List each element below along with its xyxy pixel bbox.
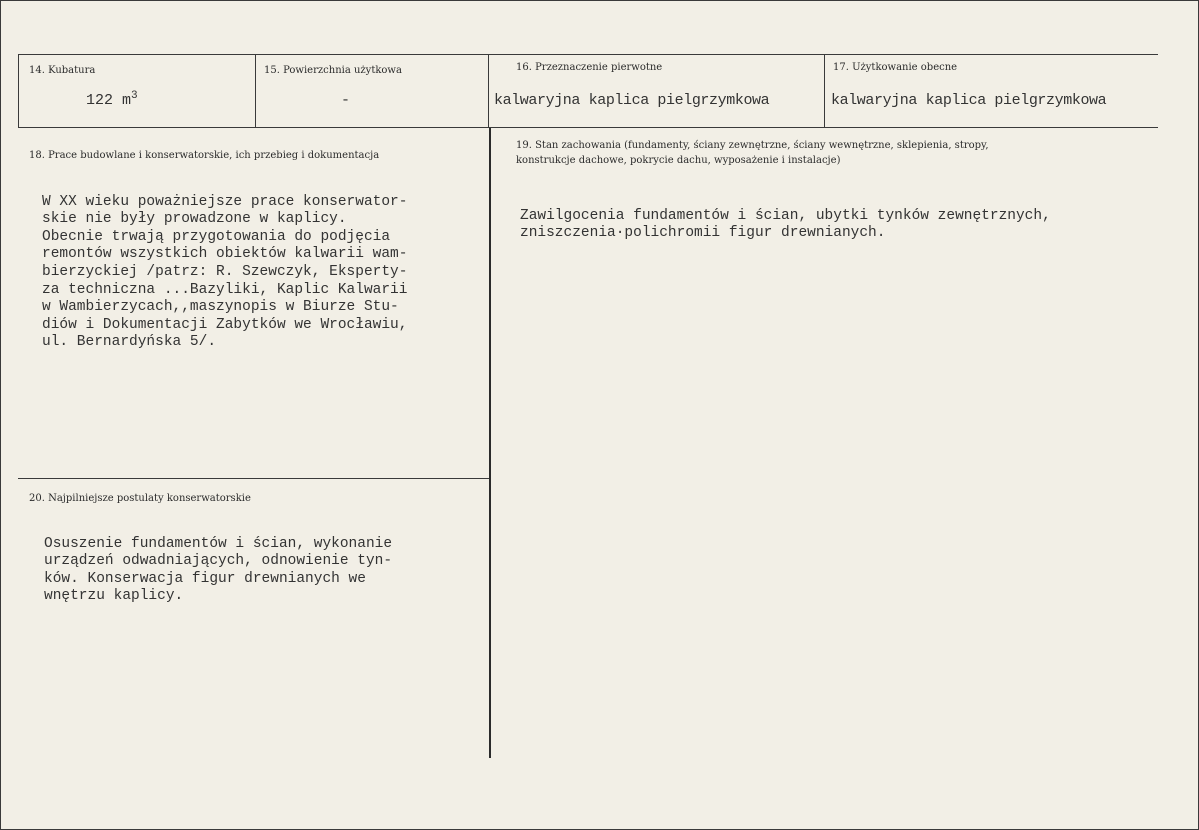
col-rule-1 (18, 54, 19, 128)
section-rule-20 (18, 478, 490, 479)
field-14-exponent: 3 (131, 90, 138, 102)
center-divider (489, 128, 491, 758)
field-18-line: remontów wszystkich obiektów kalwarii wam- (42, 246, 408, 263)
col-rule-3 (488, 54, 489, 128)
field-20-text (44, 518, 392, 624)
field-19-text (520, 190, 1051, 260)
field-20-line: Osuszenie fundamentów i ścian, wykonanie (44, 535, 393, 552)
field-16-value: kalwaryjna kaplica pielgrzymkowa (494, 92, 770, 109)
field-15-value: - (341, 92, 351, 109)
field-14-number: 122 m (86, 92, 132, 109)
field-18-label: 18. Prace budowlane i konserwatorskie, ich przebieg i dokumentacja (29, 150, 380, 161)
field-19-label-line-1: 19. Stan zachowania (fundamenty, ściany zewnętrzne, ściany wewnętrzne, sklepienia, stropy, (516, 140, 989, 151)
field-19-line: zniszczenia·polichromii figur drewnianych. (520, 225, 886, 242)
field-15-label: 15. Powierzchnia użytkowa (264, 65, 402, 76)
field-18-text (42, 176, 407, 370)
field-18-line: ul. Bernardyńska 5/. (42, 334, 217, 351)
row-rule-1 (18, 127, 1158, 128)
field-18-line: diów i Dokumentacji Zabytków we Wrocławiu, (42, 316, 408, 333)
col-rule-2 (255, 54, 256, 128)
field-16-label: 16. Przeznaczenie pierwotne (516, 62, 663, 73)
field-18-line: W XX wieku poważniejsze prace konserwator- (42, 193, 408, 210)
field-14-value (86, 90, 138, 109)
field-18-line: za techniczna ...Bazyliki, Kaplic Kalwarii (42, 281, 408, 298)
field-19-label-line-2: konstrukcje dachowe, pokrycie dachu, wyposażenie i instalacje) (516, 155, 841, 166)
field-14-label: 14. Kubatura (29, 65, 96, 76)
field-18-line: w Wambierzycach,,maszynopis w Biurze Stu- (42, 299, 399, 316)
field-19-line: Zawilgocenia fundamentów i ścian, ubytki tynków zewnętrznych, (520, 207, 1051, 224)
field-20-label: 20. Najpilniejsze postulaty konserwatorskie (29, 493, 251, 504)
field-18-line: Obecnie trwają przygotowania do podjęcia (42, 228, 391, 245)
field-17-value: kalwaryjna kaplica pielgrzymkowa (831, 92, 1107, 109)
field-20-line: urządzeń odwadniających, odnowienie tyn- (44, 553, 393, 570)
field-20-line: wnętrzu kaplicy. (44, 588, 184, 605)
top-rule (18, 54, 1158, 55)
field-20-line: ków. Konserwacja figur drewnianych we (44, 570, 366, 587)
field-18-line: skie nie były prowadzone w kaplicy. (42, 211, 347, 228)
col-rule-4 (824, 54, 825, 128)
field-17-label: 17. Użytkowanie obecne (833, 62, 958, 73)
field-18-line: bierzyckiej /patrz: R. Szewczyk, Eksperty- (42, 263, 408, 280)
